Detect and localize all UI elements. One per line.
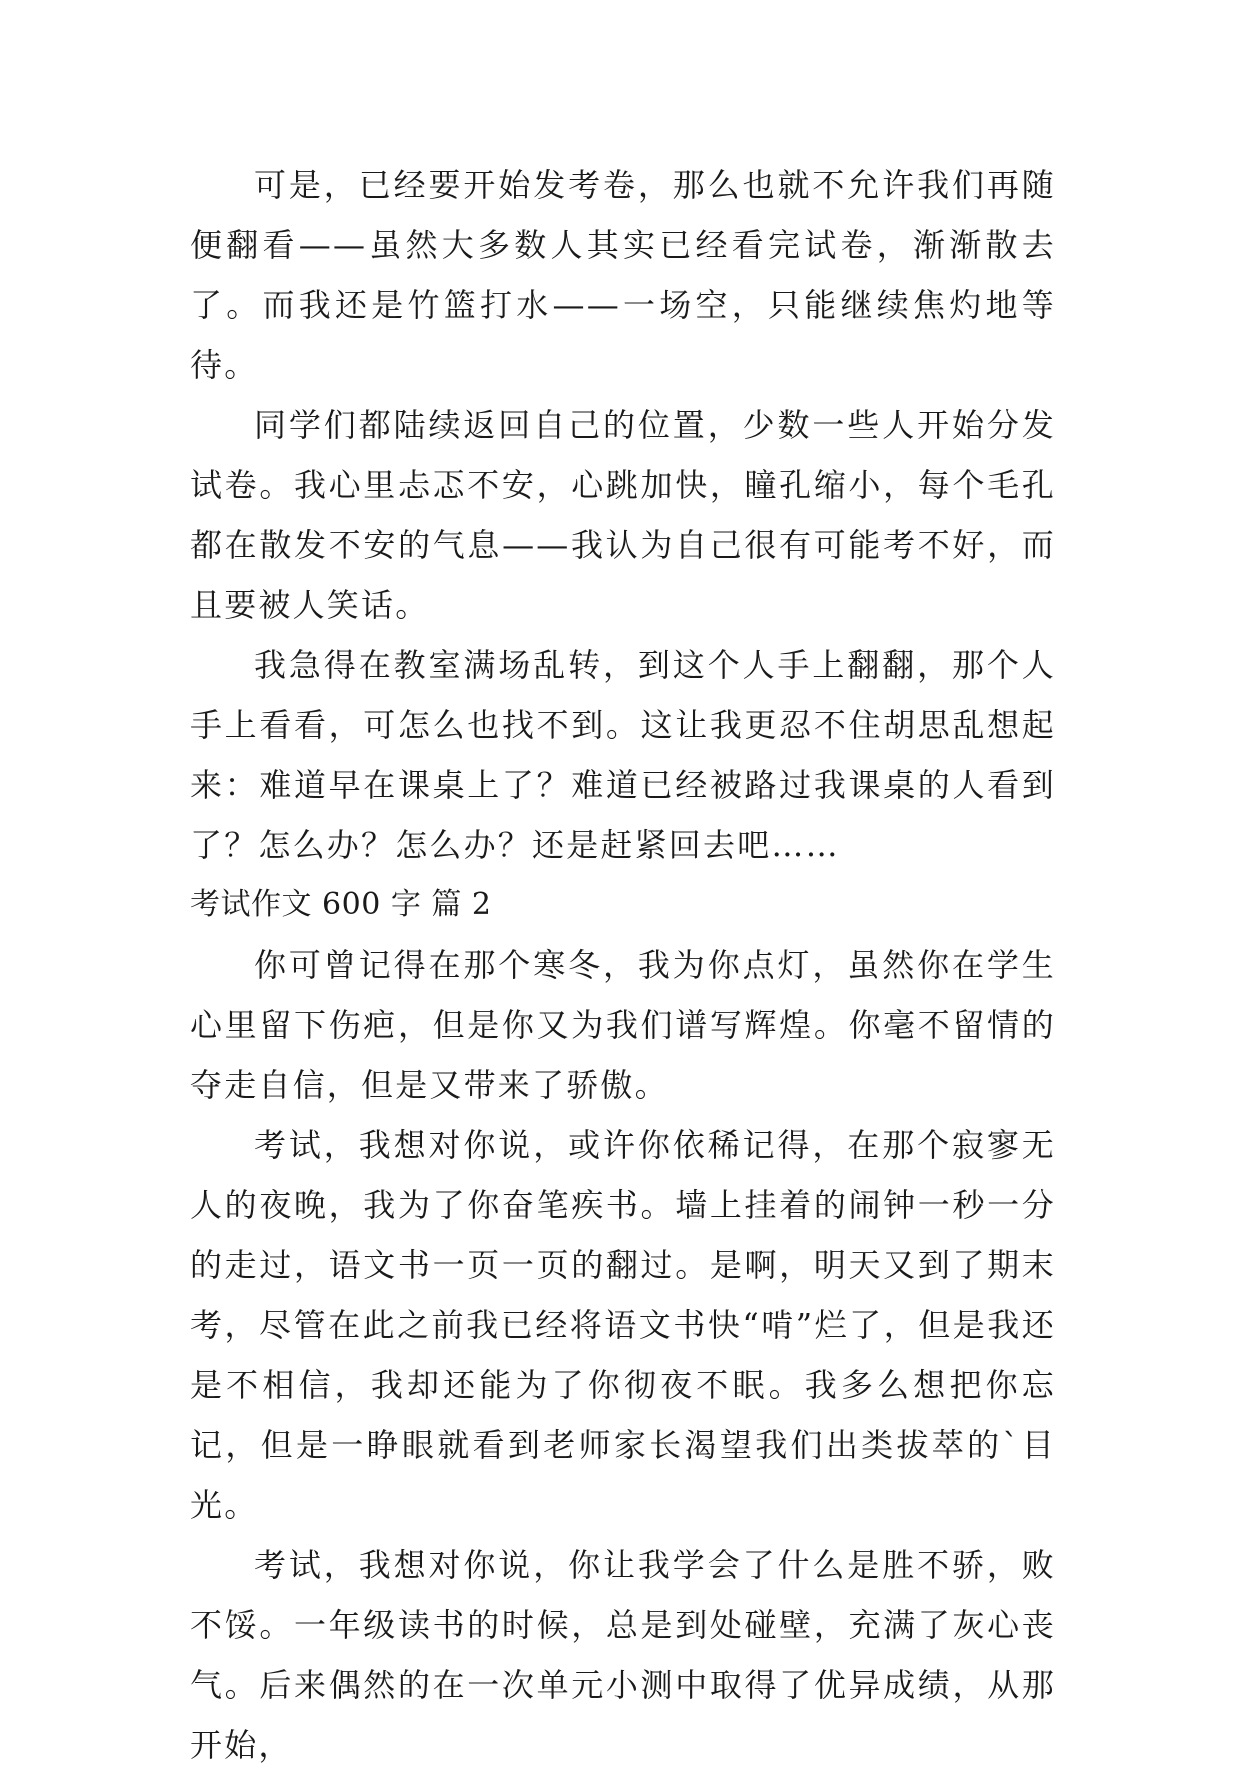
paragraph-winter-memory: 你可曾记得在那个寒冬，我为你点灯，虽然你在学生心里留下伤疤，但是你又为我们谱写辉煌。你毫不留情的夺走自信，但是又带来了骄傲。 [190, 946, 1056, 1104]
paragraph-returning-to-seats: 同学们都陆续返回自己的位置，少数一些人开始分发试卷。我心里忐忑不安，心跳加快，瞳孔缩小，每个毛孔都在散发不安的气息——我认为自己很有可能考不好，而且要被人笑话。 [190, 406, 1056, 624]
paragraph-searching-classroom: 我急得在教室满场乱转，到这个人手上翻翻，那个人手上看看，可怎么也找不到。这让我更忍不住胡思乱想起来：难道早在课桌上了？难道已经被路过我课桌的人看到了？怎么办？怎么办？还是赶紧回去吧…… [190, 646, 1056, 864]
paragraph-exam-papers-handout: 可是，已经要开始发考卷，那么也就不允许我们再随便翻看——虽然大多数人其实已经看完试卷，渐渐散去了。而我还是竹篮打水——一场空，只能继续焦灼地等待。 [190, 166, 1056, 384]
document-body [190, 155, 1056, 1775]
paragraph-lesson-learned: 考试，我想对你说，你让我学会了什么是胜不骄，败不馁。一年级读书的时候，总是到处碰壁，充满了灰心丧气。后来偶然的在一次单元小测中取得了优异成绩，从那开始， [190, 1546, 1056, 1764]
section-heading: 考试作文 600 字 篇 2 [190, 887, 492, 922]
paragraph-late-night-study: 考试，我想对你说，或许你依稀记得，在那个寂寥无人的夜晚，我为了你奋笔疾书。墙上挂着的闹钟一秒一分的走过，语文书一页一页的翻过。是啊，明天又到了期末考，尽管在此之前我已经将语文书快“啃”烂了，但是我还是不相信，我却还能为了你彻夜不眠。我多么想把你忘记，但是一睁眼就看到老师家长渴望我们出类拔萃的`目光。 [190, 1126, 1056, 1524]
